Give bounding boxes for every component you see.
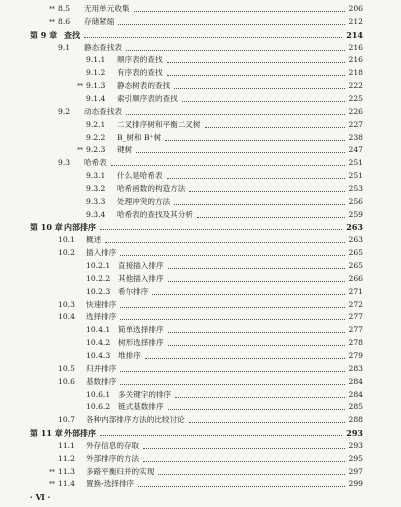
page-number-entry: 206: [348, 4, 363, 13]
page-number-entry: 283: [348, 363, 363, 373]
section-title: 哈希表的查找及其分析: [117, 209, 193, 219]
optional-marker: **: [49, 480, 55, 489]
dot-leader: [168, 268, 345, 269]
section-number: 9.2: [58, 106, 71, 116]
section-title: 外存信息的存取: [86, 440, 140, 450]
dot-leader: [84, 37, 342, 38]
section-number: 10.2.1: [86, 261, 111, 270]
page-number-entry: 278: [348, 338, 363, 348]
toc-entry: [0, 477, 401, 491]
dot-leader: [158, 474, 345, 475]
dot-leader: [174, 88, 345, 89]
dot-leader: [182, 101, 345, 102]
section-title: 树形选择排序: [118, 338, 164, 348]
dot-leader: [167, 178, 345, 179]
section-number: 8.6: [58, 16, 71, 26]
page-number-entry: 277: [348, 325, 363, 335]
page-number-entry: 226: [348, 106, 363, 116]
section-number: 9.2.3: [86, 145, 106, 155]
section-title: 存储紧缩: [84, 16, 115, 26]
section-number: 10.4.1: [86, 325, 111, 335]
dot-leader: [105, 242, 345, 243]
page-number-entry: 266: [348, 273, 363, 283]
page-number-entry: 225: [348, 93, 363, 103]
section-title: 外部排序的方法: [86, 453, 140, 463]
page-number-entry: 253: [348, 183, 363, 193]
section-title: 希尔排序: [118, 286, 149, 296]
section-title: 哈希函数的构造方法: [117, 183, 186, 193]
page-number-entry: 284: [348, 376, 363, 386]
section-number: 10.6.2: [86, 402, 111, 412]
section-number: 11.2: [58, 453, 75, 463]
section-number: 9.1.4: [86, 93, 106, 103]
section-number: 9.1.3: [86, 81, 106, 91]
page-number-entry: 214: [346, 29, 363, 40]
dot-leader: [118, 24, 345, 25]
dot-leader: [165, 140, 345, 141]
dot-leader: [152, 294, 345, 295]
dot-leader: [168, 345, 345, 346]
optional-marker: **: [77, 146, 83, 155]
page-number-entry: 272: [348, 299, 363, 309]
page-number-entry: 251: [348, 158, 363, 168]
page-number-entry: 227: [348, 119, 363, 129]
section-number: 9.3: [58, 158, 71, 168]
section-number: 10.2: [58, 248, 75, 258]
dot-leader: [100, 435, 342, 436]
page-number-entry: 259: [348, 209, 363, 219]
page-number-entry: 299: [348, 479, 363, 489]
optional-marker: **: [49, 467, 55, 476]
dot-leader: [175, 397, 345, 398]
dot-leader: [126, 114, 345, 115]
section-title: 静态树表的查找: [117, 81, 171, 91]
section-title: 无用单元收集: [84, 4, 130, 13]
page-number-entry: 263: [346, 222, 363, 233]
section-title: 什么是哈希表: [117, 171, 163, 181]
section-title: 基数排序: [86, 376, 117, 386]
section-title: 顺序表的查找: [117, 55, 163, 65]
section-number: 9.1.1: [86, 55, 106, 65]
page-number-entry: 293: [348, 440, 363, 450]
section-number: 9.1: [58, 42, 71, 52]
section-title: 直接插入排序: [118, 261, 164, 270]
section-title: 查找: [64, 29, 80, 40]
page-number-entry: 277: [348, 312, 363, 322]
section-number: 10.6: [58, 376, 75, 386]
page-number-entry: 247: [348, 145, 363, 155]
page-number-entry: 285: [348, 402, 363, 412]
section-title: 其他插入排序: [118, 273, 164, 283]
section-number: 11.4: [58, 479, 75, 489]
section-title: 键树: [117, 145, 133, 155]
page-number-entry: 256: [348, 196, 363, 206]
page-number-entry: 265: [348, 248, 363, 258]
section-number: 10.6.1: [86, 389, 111, 399]
section-title: 处理冲突的方法: [117, 196, 171, 206]
section-title: 简单选择排序: [118, 325, 164, 335]
dot-leader: [168, 409, 345, 410]
dot-leader: [120, 371, 345, 372]
dot-leader: [126, 50, 345, 51]
page-number-entry: 284: [348, 389, 363, 399]
section-title: 堆排序: [118, 350, 141, 360]
dot-leader: [120, 384, 345, 385]
page-number-entry: 293: [346, 428, 363, 439]
dot-leader: [145, 358, 345, 359]
section-title: 链式基数排序: [118, 402, 164, 412]
dot-leader: [168, 332, 345, 333]
section-number: 10.2.3: [86, 286, 111, 296]
dot-leader: [143, 448, 345, 449]
section-number: 9.2.2: [86, 132, 106, 142]
dot-leader: [167, 75, 345, 76]
section-number: 9.3.4: [86, 209, 106, 219]
dot-leader: [168, 281, 345, 282]
section-title: 动态查找表: [84, 106, 122, 116]
section-number: 8.5: [58, 4, 71, 13]
dot-leader: [189, 422, 345, 423]
section-number: 10.1: [58, 235, 75, 245]
dot-leader: [120, 319, 345, 320]
section-number: 10.3: [58, 299, 75, 309]
dot-leader: [174, 204, 345, 205]
page-number-entry: 295: [348, 453, 363, 463]
section-title: 各种内部排序方法的比较讨论: [86, 415, 185, 425]
dot-leader: [100, 229, 342, 230]
section-number: 第 9 章: [30, 29, 58, 40]
section-number: 9.3.2: [86, 183, 106, 193]
page-number-entry: 297: [348, 466, 363, 476]
dot-leader: [189, 191, 345, 192]
page-number: · Ⅵ ·: [30, 492, 51, 502]
dot-leader: [111, 165, 345, 166]
section-title: 选择排序: [86, 312, 117, 322]
dot-leader: [138, 486, 345, 487]
page-number-entry: 251: [348, 171, 363, 181]
section-title: 外部排序: [64, 428, 96, 439]
section-number: 9.3.3: [86, 196, 106, 206]
dot-leader: [134, 11, 345, 12]
section-number: 11.3: [58, 466, 75, 476]
page-number-entry: 288: [348, 415, 363, 425]
page-number-entry: 216: [348, 55, 363, 65]
section-title: 内部排序: [64, 222, 96, 233]
section-number: 第 11 章: [30, 428, 63, 439]
section-number: 9.3.1: [86, 171, 106, 181]
page-number-entry: 238: [348, 132, 363, 142]
section-number: 10.4: [58, 312, 75, 322]
section-title: 哈希表: [84, 158, 107, 168]
section-title: 快速排序: [86, 299, 117, 309]
section-number: 10.2.2: [86, 273, 111, 283]
page-number-entry: 265: [348, 261, 363, 270]
section-title: 概述: [86, 235, 102, 245]
section-title: 二叉排序树和平衡二叉树: [117, 119, 201, 129]
section-number: 11.1: [58, 440, 75, 450]
section-number: 10.7: [58, 415, 75, 425]
section-title: 静态查找表: [84, 42, 122, 52]
section-title: 有序表的查找: [117, 68, 163, 78]
section-number: 9.1.2: [86, 68, 106, 78]
dot-leader: [143, 461, 345, 462]
section-number: 第 10 章: [30, 222, 63, 233]
section-number: 9.2.1: [86, 119, 106, 129]
page-number-entry: 263: [348, 235, 363, 245]
section-title: 插入排序: [86, 248, 117, 258]
section-title: 索引顺序表的查找: [117, 93, 178, 103]
dot-leader: [120, 255, 345, 256]
page-number-entry: 222: [348, 81, 363, 91]
optional-marker: **: [77, 82, 83, 91]
page-number-entry: 271: [348, 286, 363, 296]
optional-marker: **: [49, 17, 55, 26]
dot-leader: [205, 127, 345, 128]
page-number-entry: 218: [348, 68, 363, 78]
section-title: B_树和 B⁺树: [117, 132, 162, 142]
dot-leader: [167, 62, 345, 63]
optional-marker: **: [49, 5, 55, 13]
dot-leader: [197, 217, 345, 218]
section-number: 10.5: [58, 363, 75, 373]
section-title: 多关键字的排序: [118, 389, 172, 399]
dot-leader: [120, 307, 345, 308]
dot-leader: [136, 152, 345, 153]
page-number-entry: 212: [348, 16, 363, 26]
page-number-entry: 216: [348, 42, 363, 52]
page-number-entry: 279: [348, 350, 363, 360]
section-number: 10.4.2: [86, 338, 111, 348]
section-title: 置换-选择排序: [86, 479, 135, 489]
section-number: 10.4.3: [86, 350, 111, 360]
section-title: 归并排序: [86, 363, 117, 373]
section-title: 多路平衡归并的实现: [86, 466, 155, 476]
